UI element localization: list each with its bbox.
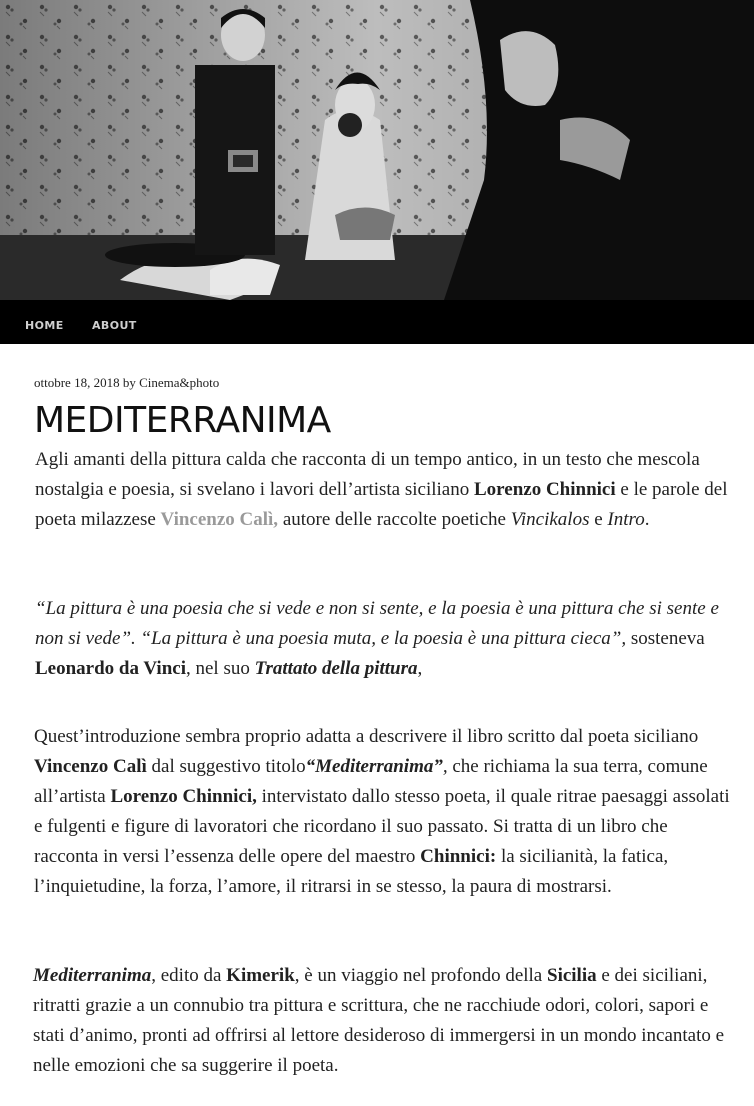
text: , bbox=[485, 786, 491, 807]
text: e bbox=[589, 509, 608, 530]
poet-link[interactable]: Vincenzo Calì, bbox=[160, 509, 279, 530]
artist-name: Lorenzo Chinnici, bbox=[110, 786, 257, 807]
book-title: Mediterranima bbox=[33, 965, 152, 986]
nav-about-link[interactable]: ABOUT bbox=[92, 319, 137, 332]
poet-name: Vincenzo Calì bbox=[34, 756, 147, 777]
by-text: by bbox=[119, 375, 140, 390]
text: , bbox=[442, 756, 448, 777]
leonardo-name: Leonardo da Vinci bbox=[35, 658, 186, 679]
main-nav bbox=[0, 300, 754, 344]
text: sosteneva bbox=[626, 628, 705, 649]
text: e dei siciliani, ritratti grazie a un connubio tra pittura e scrittura, che ne racchiude odori, colori, sapori e stati d’animo, pronti ad offrirsi al lettore desideroso di immergersi in un mondo incantato e nelle emozioni che sa suggerire il poeta. bbox=[33, 965, 725, 1076]
post-date[interactable]: ottobre 18, 2018 bbox=[34, 375, 120, 390]
header-image bbox=[0, 0, 754, 300]
quote-text: “La pittura è una poesia che si vede e non si sente, e la poesia è una pittura che si sente e non si vede”. “La pittura è una poesia muta, e la poesia è una pittura cieca”, bbox=[35, 598, 719, 649]
text: la sicilianità, la fatica, l’inquietudine, la forza, l’amore, il ritrarsi in se stesso, la paura di mostrarsi. bbox=[34, 846, 669, 897]
photograph-icon bbox=[0, 0, 754, 300]
treatise-title: Trattato della pittura bbox=[254, 658, 418, 679]
text: e le parole del poeta milazzese bbox=[35, 479, 728, 530]
artist-name: Chinnici: bbox=[420, 846, 497, 867]
artist-name: Lorenzo Chinnici bbox=[474, 479, 616, 500]
book-title: “Mediterranima” bbox=[305, 756, 443, 777]
text: , edito da bbox=[151, 965, 227, 986]
page-title: MEDITERRANIMA bbox=[34, 400, 331, 441]
paragraph-book bbox=[33, 961, 735, 1081]
text: Quest’introduzione sembra proprio adatta a descrivere il libro scritto dal poeta siciliano bbox=[34, 726, 699, 747]
post-meta bbox=[34, 375, 219, 391]
text: Agli amanti della pittura calda che racconta di un tempo antico, in un testo che mescola nostalgia e poesia, si svelano i lavori dell’artista siciliano bbox=[35, 449, 700, 500]
region-name: Sicilia bbox=[547, 965, 597, 986]
nav-home-link[interactable]: HOME bbox=[25, 319, 64, 332]
text: , è un viaggio nel profondo della bbox=[294, 965, 547, 986]
text: , bbox=[417, 658, 423, 679]
text: che richiama la sua terra, comune all’artista bbox=[34, 756, 708, 807]
paragraph-quote bbox=[35, 594, 735, 684]
paragraph-intro bbox=[35, 445, 735, 535]
text: il quale ritrae paesaggi assolati e fulgenti e figure di lavoratori che ricordano il suo passato. Si tratta di un libro che racconta in versi l’essenza delle opere del maestro bbox=[34, 786, 730, 867]
text: dal suggestivo titolo bbox=[146, 756, 306, 777]
text: intervistato dallo stesso poeta bbox=[256, 786, 486, 807]
book-title: Vincikalos bbox=[510, 509, 590, 530]
book-title: Intro bbox=[607, 509, 645, 530]
text: , nel suo bbox=[185, 658, 255, 679]
publisher-name: Kimerik bbox=[226, 965, 295, 986]
paragraph-description bbox=[34, 722, 734, 902]
text: autore delle raccolte poetiche bbox=[278, 509, 511, 530]
post-author[interactable]: Cinema&photo bbox=[139, 375, 220, 390]
text: . bbox=[644, 509, 650, 530]
